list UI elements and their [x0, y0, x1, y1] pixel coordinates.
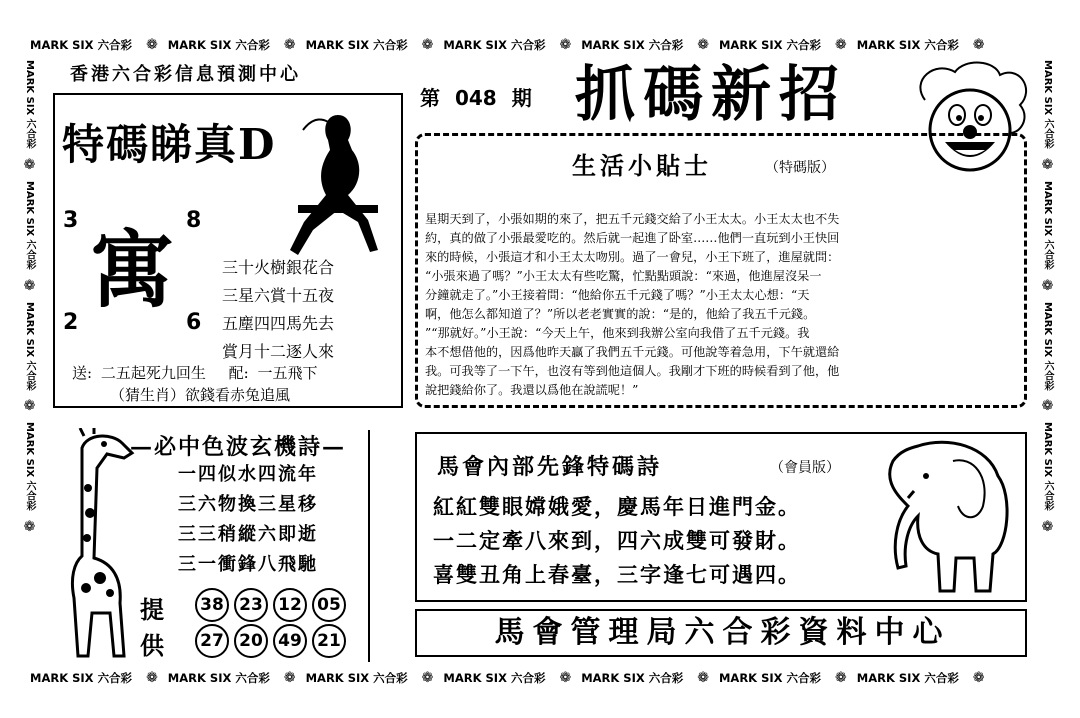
- flower-icon: ❁: [559, 37, 572, 53]
- tips-title: 生活小貼士: [572, 151, 712, 180]
- number-ball: 38: [195, 588, 229, 622]
- tips-line: 來的時候，小張這才和小王太太吻別。過了一會兒，小王下班了，進屋就問：: [425, 250, 840, 264]
- number-ball: 12: [273, 588, 307, 622]
- flower-icon: ❁: [1041, 398, 1054, 415]
- color-poem-line: 一四似水四流年: [178, 464, 318, 485]
- flower-icon: ❁: [146, 37, 158, 53]
- tema-num-tl: 3: [63, 208, 79, 233]
- flower-icon: ❁: [972, 37, 985, 53]
- tips-line: 我。可我等了一下午，也沒有等到他這個人。我剛才下班的時候看到了他，他: [425, 364, 840, 378]
- number-ball: 49: [273, 624, 307, 658]
- number-ball: 20: [234, 624, 268, 658]
- vanguard-lines: [433, 490, 801, 592]
- tips-line: ”“那就好。”小王說：“今天上午，他來到我辦公室向我借了五千元錢。我: [425, 326, 810, 340]
- color-poem-line: 三三稍縱六即逝: [178, 524, 318, 545]
- center-name: 香港六合彩信息預測中心: [70, 64, 301, 85]
- tema-poem: [222, 254, 334, 366]
- tips-line: 本不想借他的，因爲他昨天贏了我們五千元錢。可他說等着急用，下午就還給: [425, 345, 840, 359]
- flower-icon: ❁: [835, 37, 847, 53]
- flower-icon: ❁: [23, 519, 36, 535]
- flower-icon: ❁: [23, 156, 36, 173]
- flower-icon: ❁: [697, 37, 709, 53]
- number-ball: 27: [195, 624, 229, 658]
- tema-num-tr: 8: [186, 208, 202, 233]
- flower-icon: ❁: [559, 670, 572, 686]
- issue-number: 048: [454, 86, 497, 110]
- issue-label: 第 048 期: [420, 86, 532, 110]
- flower-icon: ❁: [283, 670, 296, 686]
- tema-num-br: 6: [186, 310, 202, 335]
- footer-banner: 馬會管理局六合彩資料中心: [494, 615, 951, 650]
- left-border-strip: MARK SIX 六合彩 ❁ MARK SIX 六合彩 ❁ MARK SIX 六合彩 ❁ MARK SIX 六合彩 ❁: [23, 60, 36, 535]
- tips-line: “小張來過了嗎？”小王太太有些吃驚，忙點點頭說：“來過，他進屋沒呆一: [425, 269, 822, 283]
- flower-icon: ❁: [23, 277, 36, 294]
- flower-icon: ❁: [146, 670, 158, 686]
- tips-line: 說把錢給你了。我還以爲他在說謊呢！”: [425, 383, 639, 397]
- flower-icon: ❁: [23, 398, 36, 415]
- number-row-1: [195, 588, 351, 622]
- tips-body: [425, 210, 1020, 400]
- provide-label-2: 供: [140, 631, 164, 660]
- tema-poem-line: 三星六賞十五夜: [222, 286, 335, 305]
- tema-num-bl: 2: [63, 310, 79, 335]
- flower-icon: ❁: [835, 670, 847, 686]
- tips-line: 啊，他怎么都知道了？”所以老老實實的說：“是的，他給了我五千元錢。: [425, 307, 816, 321]
- flower-icon: ❁: [1041, 519, 1054, 535]
- color-poem-line: 三六物換三星移: [178, 494, 318, 515]
- flower-icon: ❁: [1041, 277, 1054, 294]
- flower-icon: ❁: [972, 670, 985, 686]
- divider-line: [368, 430, 370, 662]
- tema-title: 特碼睇真D: [62, 120, 277, 169]
- tema-poem-line: 三十火樹銀花合: [222, 258, 335, 277]
- vanguard-tag: （會員版）: [770, 460, 840, 476]
- number-ball: 05: [312, 588, 346, 622]
- elephant-illustration: [878, 436, 1018, 596]
- color-poem-line: 三一衝鋒八飛馳: [178, 554, 318, 575]
- color-poem-title: —必中色波玄機詩—: [130, 434, 347, 460]
- tips-line: 約，真的做了小張最愛吃的。然后就一起進了卧室……他們一直玩到小王快回: [425, 231, 840, 245]
- flower-icon: ❁: [421, 670, 434, 686]
- tema-guess-line: （猜生肖）欲錢看赤兔追風: [110, 386, 291, 404]
- main-title: 抓碼新招: [575, 60, 847, 130]
- top-border-strip: MARK SIX 六合彩 ❁ MARK SIX 六合彩 ❁ MARK SIX 六合彩 ❁ MARK SIX 六合彩 ❁ MARK SIX 六合彩 ❁ MARK SIX 六合彩 ❁ MARK SIX 六合彩 ❁: [30, 37, 985, 53]
- flower-icon: ❁: [421, 37, 434, 53]
- provide-label-1: 提: [140, 595, 164, 624]
- number-ball: 23: [234, 588, 268, 622]
- vanguard-line: 喜雙丑角上春臺，三字逢七可遇四。: [433, 562, 801, 587]
- right-border-strip: MARK SIX 六合彩 ❁ MARK SIX 六合彩 ❁ MARK SIX 六合彩 ❁ MARK SIX 六合彩 ❁: [1041, 60, 1054, 535]
- woman-illustration: [278, 110, 398, 260]
- tema-poem-line: 賞月十二逐人來: [222, 342, 335, 361]
- tips-subtitle: （特碼版）: [765, 160, 835, 176]
- vanguard-line: 一二定牽八來到，四六成雙可發財。: [433, 528, 801, 553]
- tema-send-line: 送: 二五起死九回生 配: 一五飛下: [72, 364, 318, 382]
- bottom-border-strip: MARK SIX 六合彩 ❁ MARK SIX 六合彩 ❁ MARK SIX 六合彩 ❁ MARK SIX 六合彩 ❁ MARK SIX 六合彩 ❁ MARK SIX 六合彩 ❁ MARK SIX 六合彩 ❁: [30, 670, 985, 686]
- giraffe-illustration: [52, 428, 147, 660]
- number-ball: 21: [312, 624, 346, 658]
- tips-line: 星期天到了，小張如期的來了，把五千元錢交給了小王太太。小王太太也不失: [425, 212, 840, 226]
- vanguard-line: 紅紅雙眼嫦娥愛，慶馬年日進門金。: [433, 494, 801, 519]
- tips-line: 分鐘就走了。”小王接着問：“他給你五千元錢了嗎？”小王太太心想：“天: [425, 288, 810, 302]
- color-poem-lines: [178, 460, 318, 580]
- tema-big-char: 寓: [90, 220, 175, 319]
- flower-icon: ❁: [1041, 156, 1054, 173]
- flower-icon: ❁: [283, 37, 296, 53]
- vanguard-title: 馬會內部先鋒特碼詩: [437, 454, 663, 480]
- number-row-2: [195, 624, 351, 658]
- flower-icon: ❁: [697, 670, 709, 686]
- tema-poem-line: 五塵四四馬先去: [222, 314, 335, 333]
